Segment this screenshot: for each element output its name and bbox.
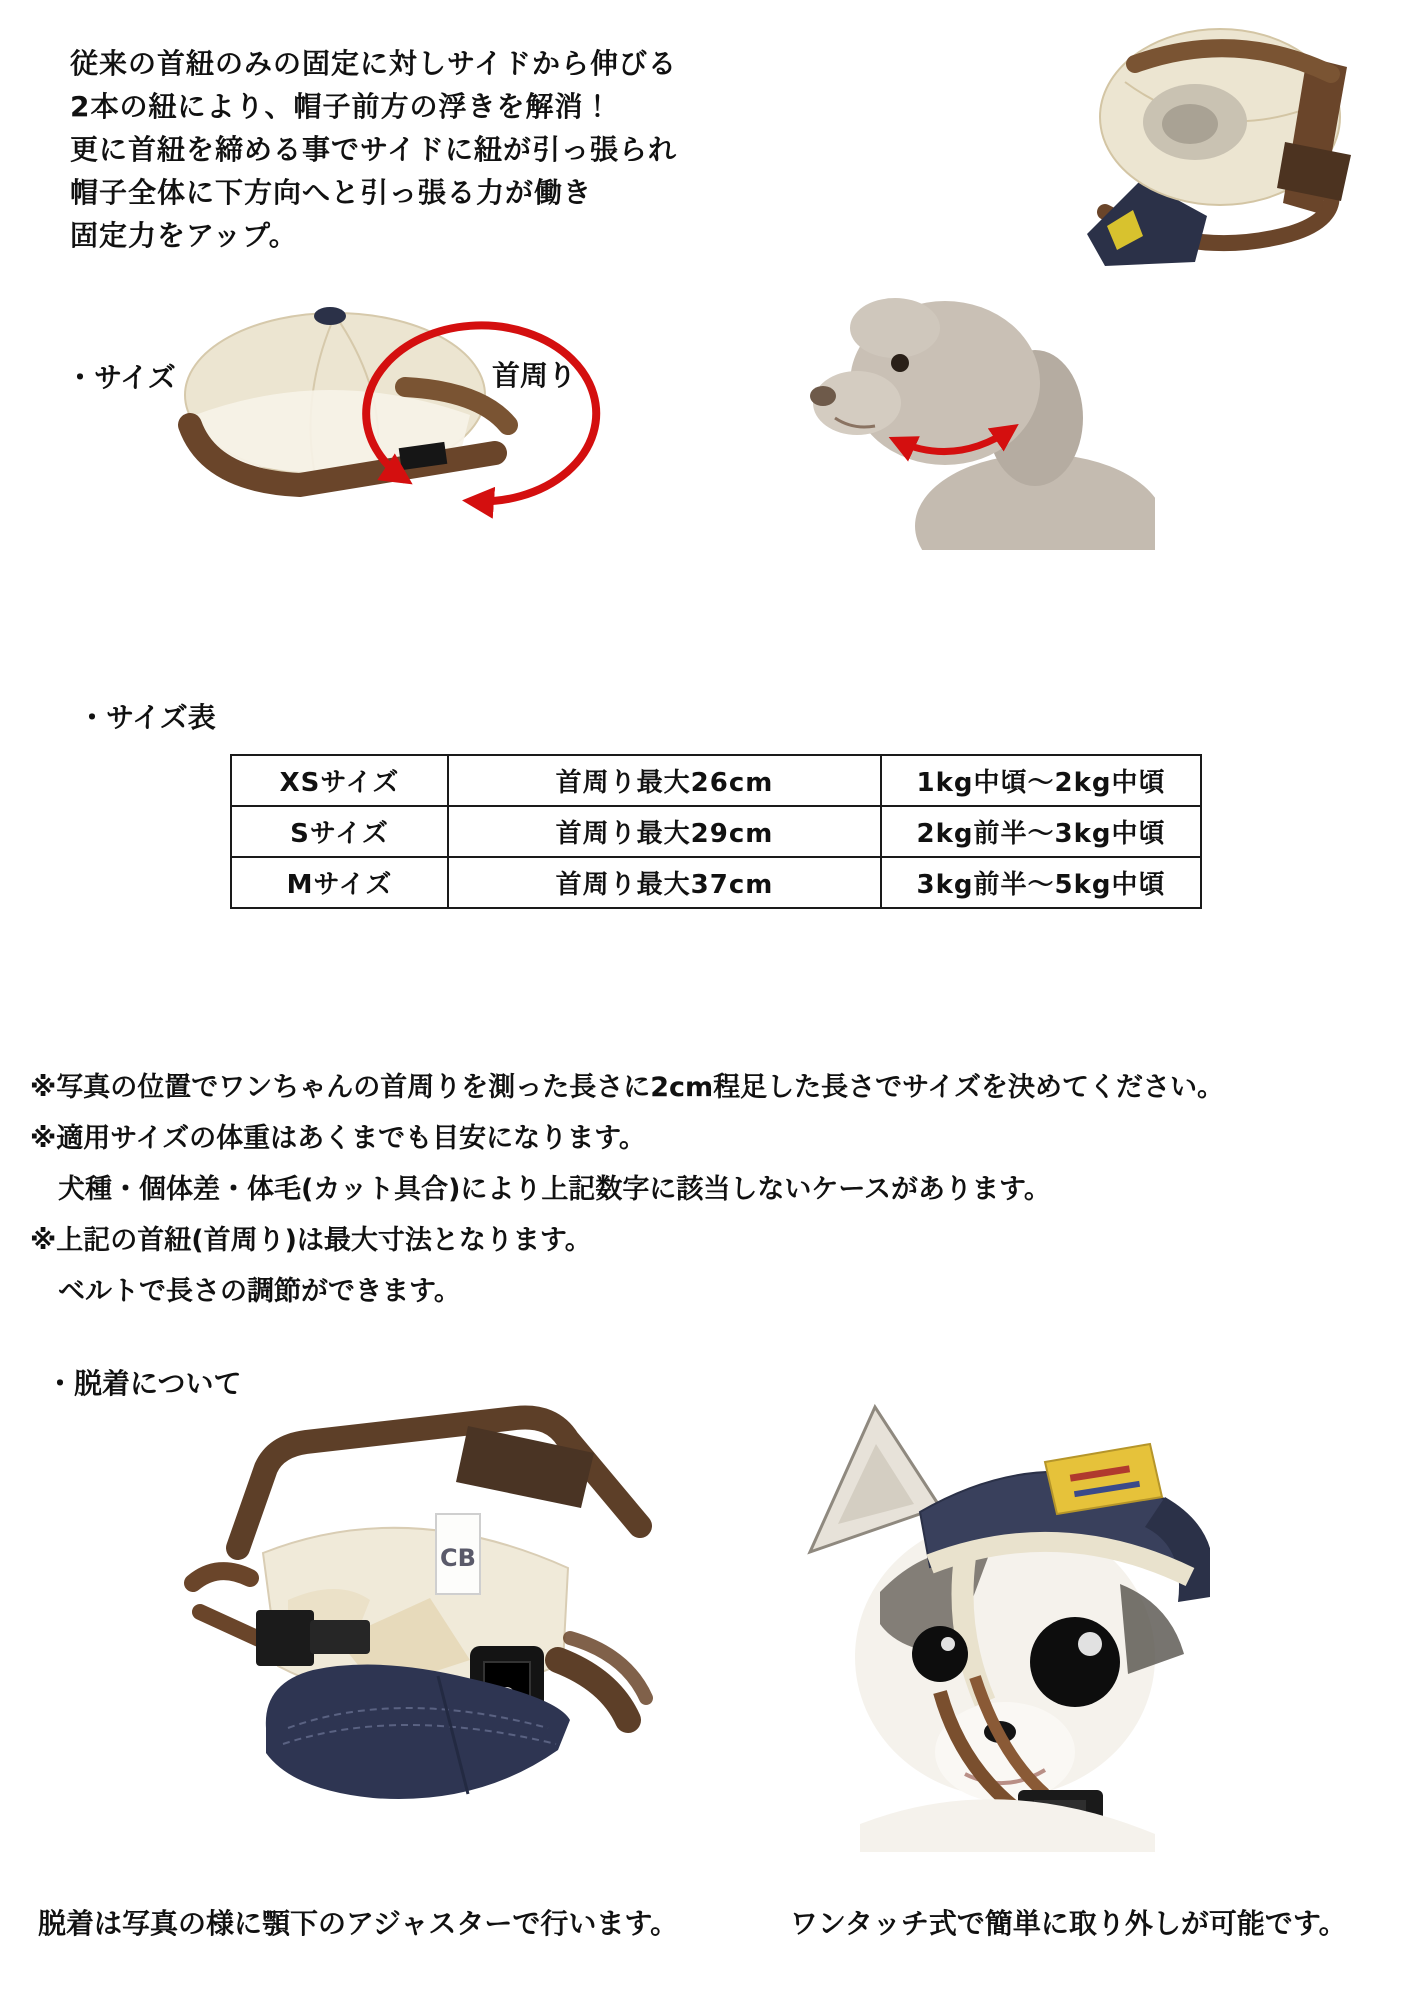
poodle-nose: [810, 386, 836, 406]
note-line-1: ※写真の位置でワンちゃんの首周りを測った長さに2cm程足した長さでサイズを決めてください。: [30, 1072, 1225, 1103]
size-table-heading: ・サイズ表: [78, 701, 216, 734]
neck-cell: 首周り最大26cm: [448, 755, 881, 806]
photo-poodle-neck-measure: [795, 288, 1155, 550]
adjuster-buckle: [256, 1610, 314, 1666]
chihuahua-illustration: [790, 1392, 1210, 1852]
eye-highlight: [941, 1637, 955, 1651]
caption-adjuster: 脱着は写真の様に顎下のアジャスターで行います。: [38, 1907, 679, 1940]
size-section-heading: ・サイズ: [66, 361, 176, 394]
intro-line-3: 更に首紐を締める事でサイドに紐が引っ張られ: [70, 133, 678, 166]
weight-cell: 3kg前半～5kg中頃: [881, 857, 1201, 908]
photo-cap-underside-adjuster: [138, 1398, 663, 1810]
neck-cell: 首周り最大37cm: [448, 857, 881, 908]
cap-strap-illustration: [1045, 22, 1400, 267]
intro-line-1: 従来の首紐のみの固定に対しサイドから伸びる: [70, 47, 678, 80]
size-cell: Sサイズ: [231, 806, 448, 857]
note-line-3: 犬種・個体差・体毛(カット具合)により上記数字に該当しないケースがあります。: [58, 1174, 1051, 1205]
eye-highlight: [1078, 1632, 1102, 1656]
dog-body: [860, 1799, 1155, 1852]
side-strap-tab: [193, 1571, 250, 1583]
intro-line-5: 固定力をアップ。: [70, 219, 298, 252]
dog-face-patch: [1120, 1584, 1184, 1674]
cap-underside-illustration: [138, 1398, 663, 1810]
intro-line-2: 2本の紐により、帽子前方の浮きを解消！: [70, 90, 613, 123]
size-table-row-xs: [231, 755, 1201, 806]
caption-one-touch: ワンタッチ式で簡単に取り外しが可能です。: [790, 1907, 1347, 1940]
size-cell: XSサイズ: [231, 755, 448, 806]
neck-circumference-label: 首周り: [492, 359, 577, 392]
size-cell: Mサイズ: [231, 857, 448, 908]
poodle-topknot: [850, 298, 940, 358]
note-line-4: ※上記の首紐(首周り)は最大寸法となります。: [30, 1225, 592, 1256]
cap-top-button: [314, 307, 346, 325]
photo-chihuahua-wearing-cap: [790, 1392, 1210, 1852]
neck-cell: 首周り最大29cm: [448, 806, 881, 857]
size-table-row-s: [231, 806, 1201, 857]
dog-eye: [912, 1626, 968, 1682]
cap-measure-illustration: [150, 295, 610, 535]
photo-cap-neck-strap-measure: [150, 295, 610, 535]
sizing-notes: [30, 1062, 1224, 1317]
photo-cap-strap-side-view: [1045, 22, 1400, 267]
weight-cell: 2kg前半～3kg中頃: [881, 806, 1201, 857]
note-line-5: ベルトで長さの調節ができます。: [58, 1276, 461, 1307]
size-table-row-m: [231, 857, 1201, 908]
face-opening-shadow: [1162, 104, 1218, 144]
dog-eye: [1030, 1617, 1120, 1707]
size-table: [230, 754, 1202, 909]
intro-line-4: 帽子全体に下方向へと引っ張る力が働き: [70, 176, 593, 209]
poodle-eye: [891, 354, 909, 372]
intro-text: [70, 42, 677, 257]
note-line-2: ※適用サイズの体重はあくまでも目安になります。: [30, 1123, 646, 1154]
attachment-section-heading: ・脱着について: [46, 1367, 242, 1400]
weight-cell: 1kg中頃～2kg中頃: [881, 755, 1201, 806]
poodle-illustration: [795, 288, 1155, 550]
adjuster-arm: [310, 1620, 370, 1654]
logo-tag-text: CB: [440, 1544, 476, 1572]
